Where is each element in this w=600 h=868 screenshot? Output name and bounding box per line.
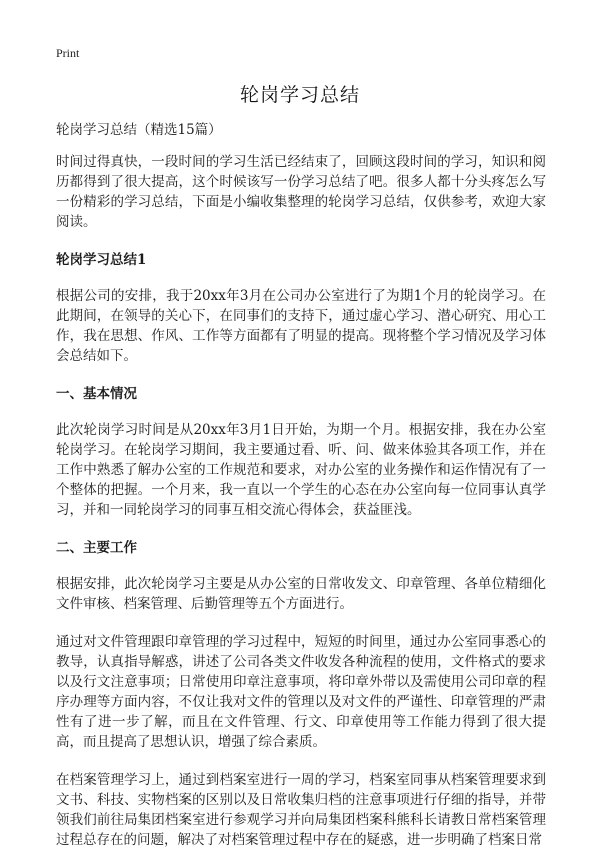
heading-basic-situation: 一、基本情况 (56, 386, 137, 402)
document-body (56, 120, 546, 868)
section1-paragraph: 根据公司的安排，我于20xx年3月在公司办公室进行了为期1个月的轮岗学习。在此期间，在领导的关心下，在同事们的支持下，通过虚心学习、潜心研究、用心工作，我在思想、作风、工作等方面都有了明显的提高。现将整个学习情况及学习体会总结如下。 (56, 288, 546, 364)
basic-situation-paragraph: 此次轮岗学习时间是从20xx年3月1日开始，为期一个月。根据安排，我在办公室轮岗学习。在轮岗学习期间，我主要通过看、听、问、做来体验其各项工作，并在工作中熟悉了解办公室的工作规范和要求，对办公室的业务操作和运作情况有了一个整体的把握。一个月来，我一直以一个学生的心态在办公室向每一位同事认真学习，并和一同轮岗学习的同事互相交流心得体会，获益匪浅。 (56, 422, 546, 518)
main-work-paragraph-2: 通过对文件管理跟印章管理的学习过程中，短短的时间里，通过办公室同事悉心的教导，认真指导解惑，讲述了公司各类文件收发各种流程的使用，文件格式的要求以及行文注意事项；日常使用印章注意事项，将印章外带以及需使用公司印章的程序办理等方面内容，不仅让我对文件的管理以及对文件的严谨性、印章管理的严肃性有了进一步了解，而且在文件管理、行文、印章使用等工作能力得到了很大提高，而且提高了思想认识，增强了综合素质。 (56, 634, 546, 750)
document-subtitle: 轮岗学习总结（精选15篇） (56, 122, 222, 138)
section-heading-1: 轮岗学习总结1 (56, 252, 147, 268)
main-work-paragraph-3: 在档案管理学习上，通过到档案室进行一周的学习，档案室同事从档案管理要求到文书、科技、实物档案的区别以及日常收集归档的注意事项进行仔细的指导，并带领我们前往局集团档案室进行参观学习并向局集团档案科熊科长请教日常档案管理过程总存在的问题，解决了对档案管理过程中存在的疑惑，进一步明确了档案日常 (56, 772, 546, 848)
page-title: 轮岗学习总结 (239, 84, 360, 106)
main-work-paragraph-1: 根据安排，此次轮岗学习主要是从办公室的日常收发文、印章管理、各单位精细化文件审核、档案管理、后勤管理等五个方面进行。 (56, 576, 546, 612)
print-link[interactable]: Print (56, 46, 80, 60)
heading-main-work: 二、主要工作 (56, 540, 137, 556)
intro-paragraph: 时间过得真快，一段时间的学习生活已经结束了，回顾这段时间的学习，知识和阅历都得到了很大提高，这个时候该写一份学习总结了吧。很多人都十分头疼怎么写一份精彩的学习总结，下面是小编收集整理的轮岗学习总结，仅供参考，欢迎大家阅读。 (56, 154, 546, 230)
